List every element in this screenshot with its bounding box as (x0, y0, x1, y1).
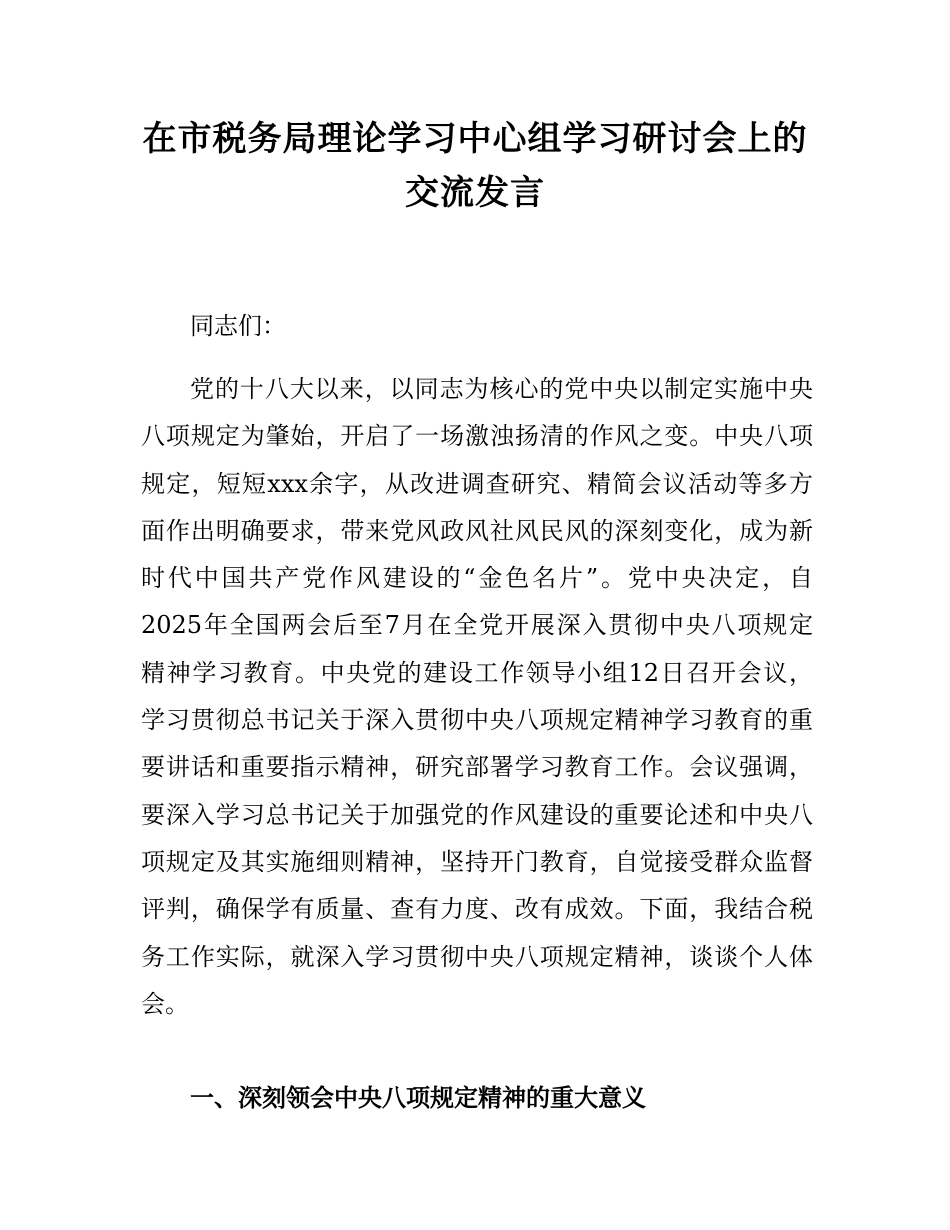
title-line: 在市税务局理论学习中心组学习研讨会上的 (142, 119, 808, 159)
paragraph-line: 务工作实际，就深入学习贯彻中央八项规定精神，谈谈个人体 (141, 942, 813, 971)
title-line: 交流发言 (405, 173, 545, 213)
paragraph-line: 评判，确保学有质量、查有力度、改有成效。下面，我结合税 (141, 895, 813, 924)
paragraph-line: 八项规定为肇始，开启了一场激浊扬清的作风之变。中央八项 (141, 422, 813, 451)
paragraph-line: 规定，短短xxx余字，从改进调查研究、精简会议活动等多方 (141, 469, 813, 498)
section-heading: 一、深刻领会中央八项规定精神的重大意义 (190, 1084, 646, 1112)
document-title (100, 112, 850, 220)
paragraph-line: 要讲话和重要指示精神，研究部署学习教育工作。会议强调， (141, 753, 813, 782)
paragraph-line: 面作出明确要求，带来党风政风社风民风的深刻变化，成为新 (141, 516, 813, 545)
body-paragraph (141, 366, 813, 1028)
salutation: 同志们： (190, 312, 286, 340)
paragraph-line: 会。 (141, 989, 189, 1018)
paragraph-line: 学习贯彻总书记关于深入贯彻中央八项规定精神学习教育的重 (141, 706, 813, 735)
paragraph-line: 精神学习教育。中央党的建设工作领导小组12日召开会议， (141, 658, 813, 687)
paragraph-line: 2025年全国两会后至7月在全党开展深入贯彻中央八项规定 (141, 611, 813, 640)
paragraph-line: 项规定及其实施细则精神，坚持开门教育，自觉接受群众监督 (141, 847, 813, 876)
paragraph-line: 要深入学习总书记关于加强党的作风建设的重要论述和中央八 (141, 800, 813, 829)
paragraph-line: 时代中国共产党作风建设的“金色名片”。党中央决定，自 (141, 564, 813, 593)
paragraph-line: 党的十八大以来，以同志为核心的党中央以制定实施中央 (190, 375, 813, 403)
